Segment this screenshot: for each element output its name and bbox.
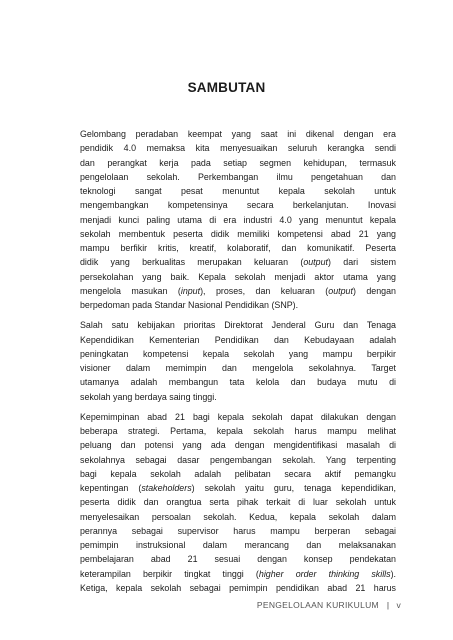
footer-separator: | — [386, 600, 390, 610]
text-line: mengembangkan kompetensinya secara berkelanjutan. Inovasi — [80, 200, 396, 211]
text-line: persekolahan yang baik. Kepala sekolah menjadi aktor utama yang — [80, 271, 396, 282]
text-line: sekolah yang berdaya saing tinggi. — [80, 391, 217, 402]
text-line: mengelola masukan (input), proses, dan keluaran (output) dengan — [80, 285, 396, 296]
text-line: beberapa strategi. Pertama, kepala sekolah harus mampu melihat — [80, 426, 396, 436]
body-text — [80, 127, 396, 595]
page-footer — [257, 600, 401, 610]
text-line: didik yang berkualitas merupakan keluaran (output) dari sistem — [80, 257, 396, 268]
text-line: berpedoman pada Standar Nasional Pendidikan (SNP). — [80, 300, 299, 310]
running-title: PENGELOLAAN KURIKULUM — [256, 600, 379, 610]
text-line: perannya sebagai supervisor harus mampu berperan sebagai — [80, 525, 396, 536]
text-line: sekolahnya sebagai dasar pengembangan sekolah. Yang terpenting — [80, 454, 396, 465]
paragraph — [80, 410, 396, 595]
text-line: mampu berfikir kritis, kreatif, kolaboratif, dan komunikatif. Peserta — [80, 243, 396, 253]
text-line: visioner dalam memimpin dan mengelola sekolahnya. Target — [80, 363, 396, 373]
text-line: pendidik 4.0 memaksa kita menyesuaikan seluruh kerangka sendi — [80, 143, 396, 154]
text-line: utamanya adalah membangun tata kelola dan budaya mutu di — [80, 377, 396, 388]
text-line: Kepemimpinan abad 21 bagi kepala sekolah dapat dilakukan dengan — [80, 411, 396, 422]
text-line: bagi kepala sekolah adalah pelibatan secara aktif pemangku — [80, 468, 396, 479]
page-number: v — [396, 600, 401, 610]
text-line: dan perangkat kerja pada setiap segmen kehidupan, termasuk — [80, 157, 396, 168]
text-line: pengelolaan sekolah. Perkembangan ilmu pengetahuan dan — [80, 171, 396, 182]
text-line: menyelesaikan persoalan sekolah. Kedua, kepala sekolah dalam — [80, 511, 396, 522]
text-line: kepentingan (stakeholders) sekolah yaitu guru, tenaga kependidikan, — [80, 483, 396, 493]
text-line: keterampilan berpikir tingkat tinggi (higher order thinking skills). — [80, 568, 397, 579]
paragraph — [80, 318, 396, 404]
text-line: peningkatan kompetensi kepala sekolah yang mampu berpikir — [80, 348, 396, 359]
text-line: peluang dan potensi yang ada dengan mengidentifikasi masalah di — [80, 440, 396, 451]
text-line: Salah satu kebijakan prioritas Direktorat Jenderal Guru dan Tenaga — [80, 320, 396, 331]
text-line: Gelombang peradaban keempat yang saat ini dikenal dengan era — [80, 129, 396, 139]
text-line: sekolah membentuk peserta didik memiliki kompetensi abad 21 yang — [80, 228, 396, 239]
text-line: teknologi sangat pesat menuntut kepala sekolah untuk — [80, 186, 396, 196]
paragraph — [80, 127, 396, 312]
page-title: SAMBUTAN — [187, 80, 266, 95]
text-line: pembelajaran abad 21 sesuai dengan konsep pendekatan — [80, 554, 396, 565]
text-line: Kependidikan Kementerian Pendidikan dan Kebudayaan adalah — [80, 334, 396, 345]
text-line: menjadi kunci paling utama di era industri 4.0 yang menuntut kepala — [80, 214, 396, 225]
text-line: pemimpin instruksional dalam merancang dan melaksanakan — [80, 540, 396, 550]
text-line: peserta didik dan orangtua serta pihak terkait di luar sekolah untuk — [80, 497, 396, 508]
text-line: Ketiga, kepala sekolah sebagai pemimpin pendidikan abad 21 harus — [80, 582, 396, 593]
